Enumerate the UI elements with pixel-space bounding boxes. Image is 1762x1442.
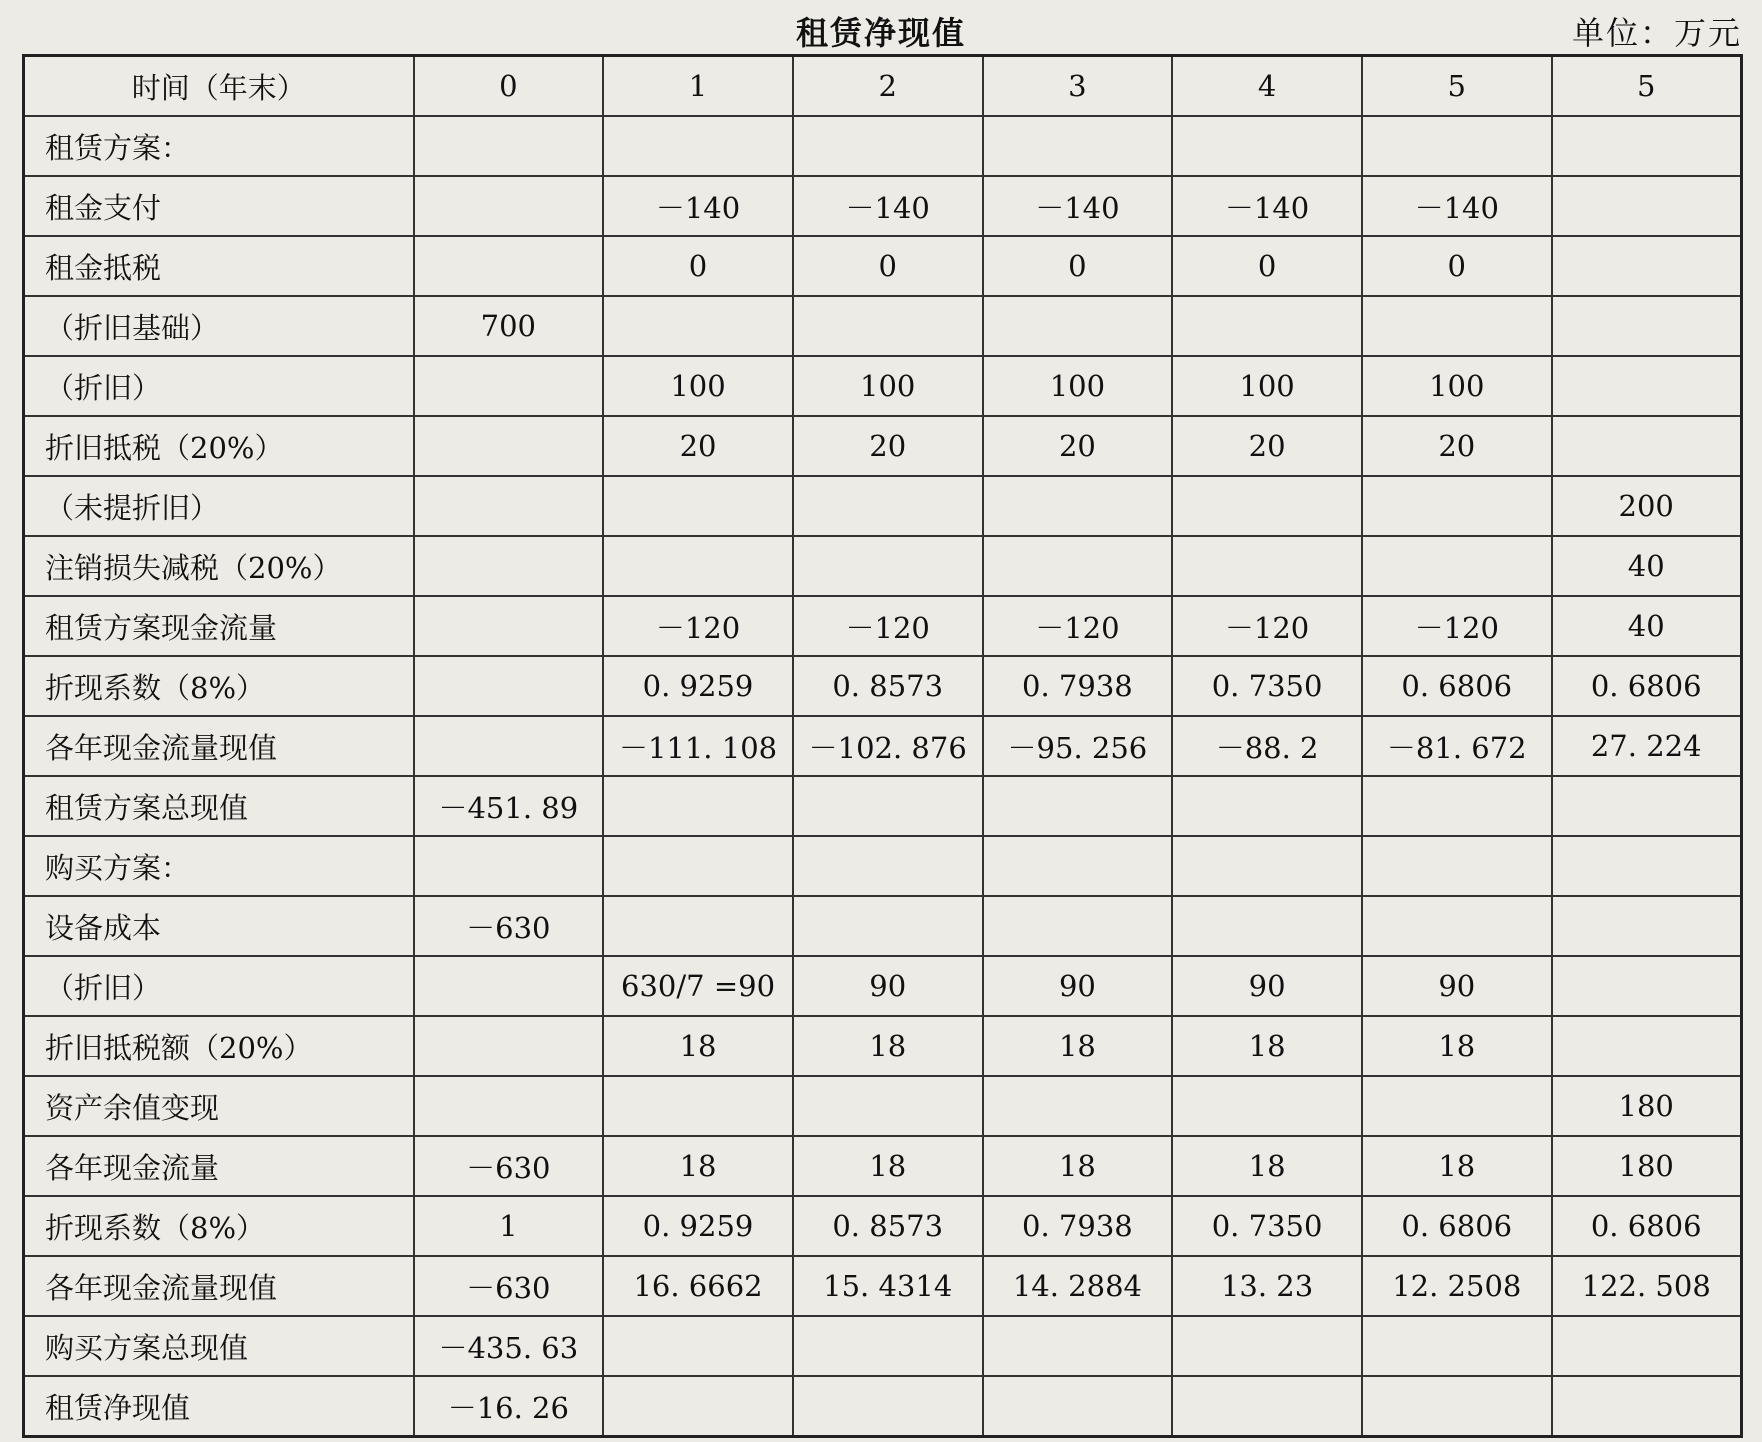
column-header: 0 (414, 56, 604, 117)
table-cell (793, 896, 983, 956)
table-row (24, 236, 1742, 296)
table-cell: 13. 23 (1172, 1256, 1362, 1316)
table-cell: 0. 9259 (603, 656, 793, 716)
table-cell (414, 1016, 604, 1076)
table-cell: 15. 4314 (793, 1256, 983, 1316)
table-cell (1172, 116, 1362, 176)
row-label: 设备成本 (24, 896, 414, 956)
table-cell: －140 (603, 176, 793, 236)
table-cell: －81. 672 (1362, 716, 1552, 776)
table-cell: 20 (1172, 416, 1362, 476)
table-cell: 18 (793, 1016, 983, 1076)
table-cell (603, 1076, 793, 1136)
table-cell: 0. 7350 (1172, 656, 1362, 716)
table-cell: 90 (1362, 956, 1552, 1016)
row-label: 折现系数（8%） (24, 1196, 414, 1256)
table-cell: 0 (983, 236, 1173, 296)
row-label: 注销损失减税（20%） (24, 536, 414, 596)
table-cell (1552, 1376, 1742, 1437)
table-cell: 12. 2508 (1362, 1256, 1552, 1316)
table-cell: －140 (1362, 176, 1552, 236)
table-cell: －120 (1172, 596, 1362, 656)
row-label: （折旧） (24, 356, 414, 416)
table-cell (793, 1376, 983, 1437)
table-cell (1552, 356, 1742, 416)
table-cell (603, 1376, 793, 1437)
table-body (24, 56, 1742, 1437)
table-cell: 0. 8573 (793, 1196, 983, 1256)
table-cell (1552, 176, 1742, 236)
table-row (24, 656, 1742, 716)
column-header: 3 (983, 56, 1173, 117)
table-cell (1172, 536, 1362, 596)
table-cell: －630 (414, 896, 604, 956)
table-row (24, 116, 1742, 176)
row-label: 各年现金流量现值 (24, 1256, 414, 1316)
table-cell (1362, 776, 1552, 836)
table-cell: －451. 89 (414, 776, 604, 836)
column-header: 5 (1362, 56, 1552, 117)
table-row (24, 176, 1742, 236)
table-cell (1362, 836, 1552, 896)
table-cell (603, 1316, 793, 1376)
table-cell: 27. 224 (1552, 716, 1742, 776)
table-cell (414, 1076, 604, 1136)
table-row (24, 416, 1742, 476)
table-cell: 20 (793, 416, 983, 476)
table-cell: 14. 2884 (983, 1256, 1173, 1316)
table-cell: －435. 63 (414, 1316, 604, 1376)
table-cell (603, 836, 793, 896)
table-cell: －102. 876 (793, 716, 983, 776)
table-cell (1172, 836, 1362, 896)
table-cell (603, 896, 793, 956)
table-cell (1552, 236, 1742, 296)
table-cell: 16. 6662 (603, 1256, 793, 1316)
table-row (24, 596, 1742, 656)
table-cell (983, 1376, 1173, 1437)
table-cell: －630 (414, 1136, 604, 1196)
table-cell (983, 1316, 1173, 1376)
table-cell (1362, 1316, 1552, 1376)
table-cell (414, 716, 604, 776)
table-cell: －120 (1362, 596, 1552, 656)
table-cell: －140 (983, 176, 1173, 236)
table-cell (414, 656, 604, 716)
table-cell (793, 1076, 983, 1136)
table-cell (793, 1316, 983, 1376)
table-cell (983, 536, 1173, 596)
table-cell (793, 296, 983, 356)
table-cell (414, 956, 604, 1016)
table-header-area (0, 0, 1762, 54)
table-cell: 100 (983, 356, 1173, 416)
table-cell (414, 236, 604, 296)
table-cell (1172, 476, 1362, 536)
table-cell (414, 416, 604, 476)
table-cell (793, 116, 983, 176)
table-cell: 20 (603, 416, 793, 476)
lease-npv-table (22, 54, 1743, 1438)
table-cell (1362, 896, 1552, 956)
table-cell (1552, 116, 1742, 176)
table-cell: 18 (1172, 1136, 1362, 1196)
table-row (24, 1376, 1742, 1437)
column-header: 5 (1552, 56, 1742, 117)
table-cell (1172, 896, 1362, 956)
table-cell (1362, 536, 1552, 596)
table-cell (414, 836, 604, 896)
row-label: 租金支付 (24, 176, 414, 236)
row-label: 折旧抵税额（20%） (24, 1016, 414, 1076)
table-cell: －16. 26 (414, 1376, 604, 1437)
table-cell: －140 (793, 176, 983, 236)
row-label: （折旧基础） (24, 296, 414, 356)
table-cell (414, 116, 604, 176)
table-cell: －111. 108 (603, 716, 793, 776)
table-cell (414, 596, 604, 656)
table-row (24, 836, 1742, 896)
table-cell: 0. 6806 (1362, 656, 1552, 716)
table-row (24, 476, 1742, 536)
table-cell: 0 (1362, 236, 1552, 296)
row-label: 租赁净现值 (24, 1376, 414, 1437)
table-cell: －95. 256 (983, 716, 1173, 776)
table-cell (793, 476, 983, 536)
table-cell (603, 296, 793, 356)
table-row (24, 1136, 1742, 1196)
table-cell: 40 (1552, 596, 1742, 656)
table-cell: 0 (1172, 236, 1362, 296)
table-cell: 0. 9259 (603, 1196, 793, 1256)
table-cell (1362, 1376, 1552, 1437)
table-cell (414, 476, 604, 536)
row-label: 购买方案总现值 (24, 1316, 414, 1376)
table-cell (1552, 836, 1742, 896)
row-label: 各年现金流量现值 (24, 716, 414, 776)
table-cell (1552, 956, 1742, 1016)
table-cell (793, 536, 983, 596)
table-cell (1172, 776, 1362, 836)
table-cell: －140 (1172, 176, 1362, 236)
table-cell (414, 356, 604, 416)
table-row (24, 1196, 1742, 1256)
column-header: 2 (793, 56, 983, 117)
table-cell: 122. 508 (1552, 1256, 1742, 1316)
table-cell: 18 (603, 1016, 793, 1076)
table-cell: 1 (414, 1196, 604, 1256)
table-row (24, 776, 1742, 836)
table-cell: 0 (793, 236, 983, 296)
table-cell (1552, 1016, 1742, 1076)
table-row (24, 1076, 1742, 1136)
table-cell (793, 836, 983, 896)
table-row (24, 296, 1742, 356)
table-cell: 180 (1552, 1136, 1742, 1196)
table-cell (1362, 116, 1552, 176)
table-cell: 0. 7350 (1172, 1196, 1362, 1256)
table-cell (983, 116, 1173, 176)
table-cell: 100 (793, 356, 983, 416)
table-cell (603, 536, 793, 596)
table-row (24, 956, 1742, 1016)
table-cell: 18 (983, 1136, 1173, 1196)
table-cell (414, 176, 604, 236)
table-cell: －120 (983, 596, 1173, 656)
table-header-row (24, 56, 1742, 117)
table-cell (983, 296, 1173, 356)
table-cell: －630 (414, 1256, 604, 1316)
table-row (24, 1316, 1742, 1376)
table-cell (1172, 1376, 1362, 1437)
row-label: 折旧抵税（20%） (24, 416, 414, 476)
table-cell: 90 (1172, 956, 1362, 1016)
table-cell: 18 (793, 1136, 983, 1196)
row-label: 购买方案： (24, 836, 414, 896)
table-cell: 90 (793, 956, 983, 1016)
table-cell (1362, 476, 1552, 536)
column-header: 时间（年末） (24, 56, 414, 117)
table-row (24, 896, 1742, 956)
table-cell (1552, 296, 1742, 356)
table-cell (603, 116, 793, 176)
row-label: 租赁方案： (24, 116, 414, 176)
table-cell: 18 (603, 1136, 793, 1196)
table-cell (983, 836, 1173, 896)
table-cell: 40 (1552, 536, 1742, 596)
table-cell (983, 1076, 1173, 1136)
table-cell (983, 476, 1173, 536)
table-cell: 90 (983, 956, 1173, 1016)
table-cell: 630/7 =90 (603, 956, 793, 1016)
row-label: 租赁方案现金流量 (24, 596, 414, 656)
table-cell: 18 (1362, 1016, 1552, 1076)
column-header: 4 (1172, 56, 1362, 117)
table-row (24, 1256, 1742, 1316)
table-cell: 0. 7938 (983, 1196, 1173, 1256)
table-row (24, 1016, 1742, 1076)
table-cell: 20 (983, 416, 1173, 476)
table-cell (1172, 1076, 1362, 1136)
table-cell (414, 536, 604, 596)
table-cell: 200 (1552, 476, 1742, 536)
table-cell (1362, 1076, 1552, 1136)
row-label: 租赁方案总现值 (24, 776, 414, 836)
table-cell: 100 (1362, 356, 1552, 416)
table-cell: 18 (983, 1016, 1173, 1076)
table-row (24, 716, 1742, 776)
table-cell: 20 (1362, 416, 1552, 476)
table-cell: 18 (1362, 1136, 1552, 1196)
table-cell: 100 (1172, 356, 1362, 416)
table-cell: 0. 8573 (793, 656, 983, 716)
table-cell: －88. 2 (1172, 716, 1362, 776)
table-cell (1552, 776, 1742, 836)
table-cell: －120 (603, 596, 793, 656)
table-row (24, 356, 1742, 416)
row-label: （折旧） (24, 956, 414, 1016)
table-cell (1552, 416, 1742, 476)
row-label: （未提折旧） (24, 476, 414, 536)
table-cell (983, 776, 1173, 836)
table-cell: 0 (603, 236, 793, 296)
table-cell (1552, 1316, 1742, 1376)
table-cell (793, 776, 983, 836)
row-label: 租金抵税 (24, 236, 414, 296)
table-cell (983, 896, 1173, 956)
table-cell: 0. 6806 (1552, 1196, 1742, 1256)
table-cell (1172, 1316, 1362, 1376)
table-cell: －120 (793, 596, 983, 656)
table-cell: 100 (603, 356, 793, 416)
table-title: 租赁净现值 (795, 14, 966, 52)
row-label: 各年现金流量 (24, 1136, 414, 1196)
row-label: 折现系数（8%） (24, 656, 414, 716)
table-cell (1172, 296, 1362, 356)
table-cell (603, 476, 793, 536)
table-cell: 180 (1552, 1076, 1742, 1136)
table-cell: 18 (1172, 1016, 1362, 1076)
row-label: 资产余值变现 (24, 1076, 414, 1136)
table-cell: 0. 6806 (1552, 656, 1742, 716)
table-cell (1552, 896, 1742, 956)
table-cell (603, 776, 793, 836)
table-cell: 0. 7938 (983, 656, 1173, 716)
table-cell: 700 (414, 296, 604, 356)
column-header: 1 (603, 56, 793, 117)
table-cell: 0. 6806 (1362, 1196, 1552, 1256)
unit-label: 单位：万元 (1571, 14, 1742, 52)
table-row (24, 536, 1742, 596)
table-cell (1362, 296, 1552, 356)
